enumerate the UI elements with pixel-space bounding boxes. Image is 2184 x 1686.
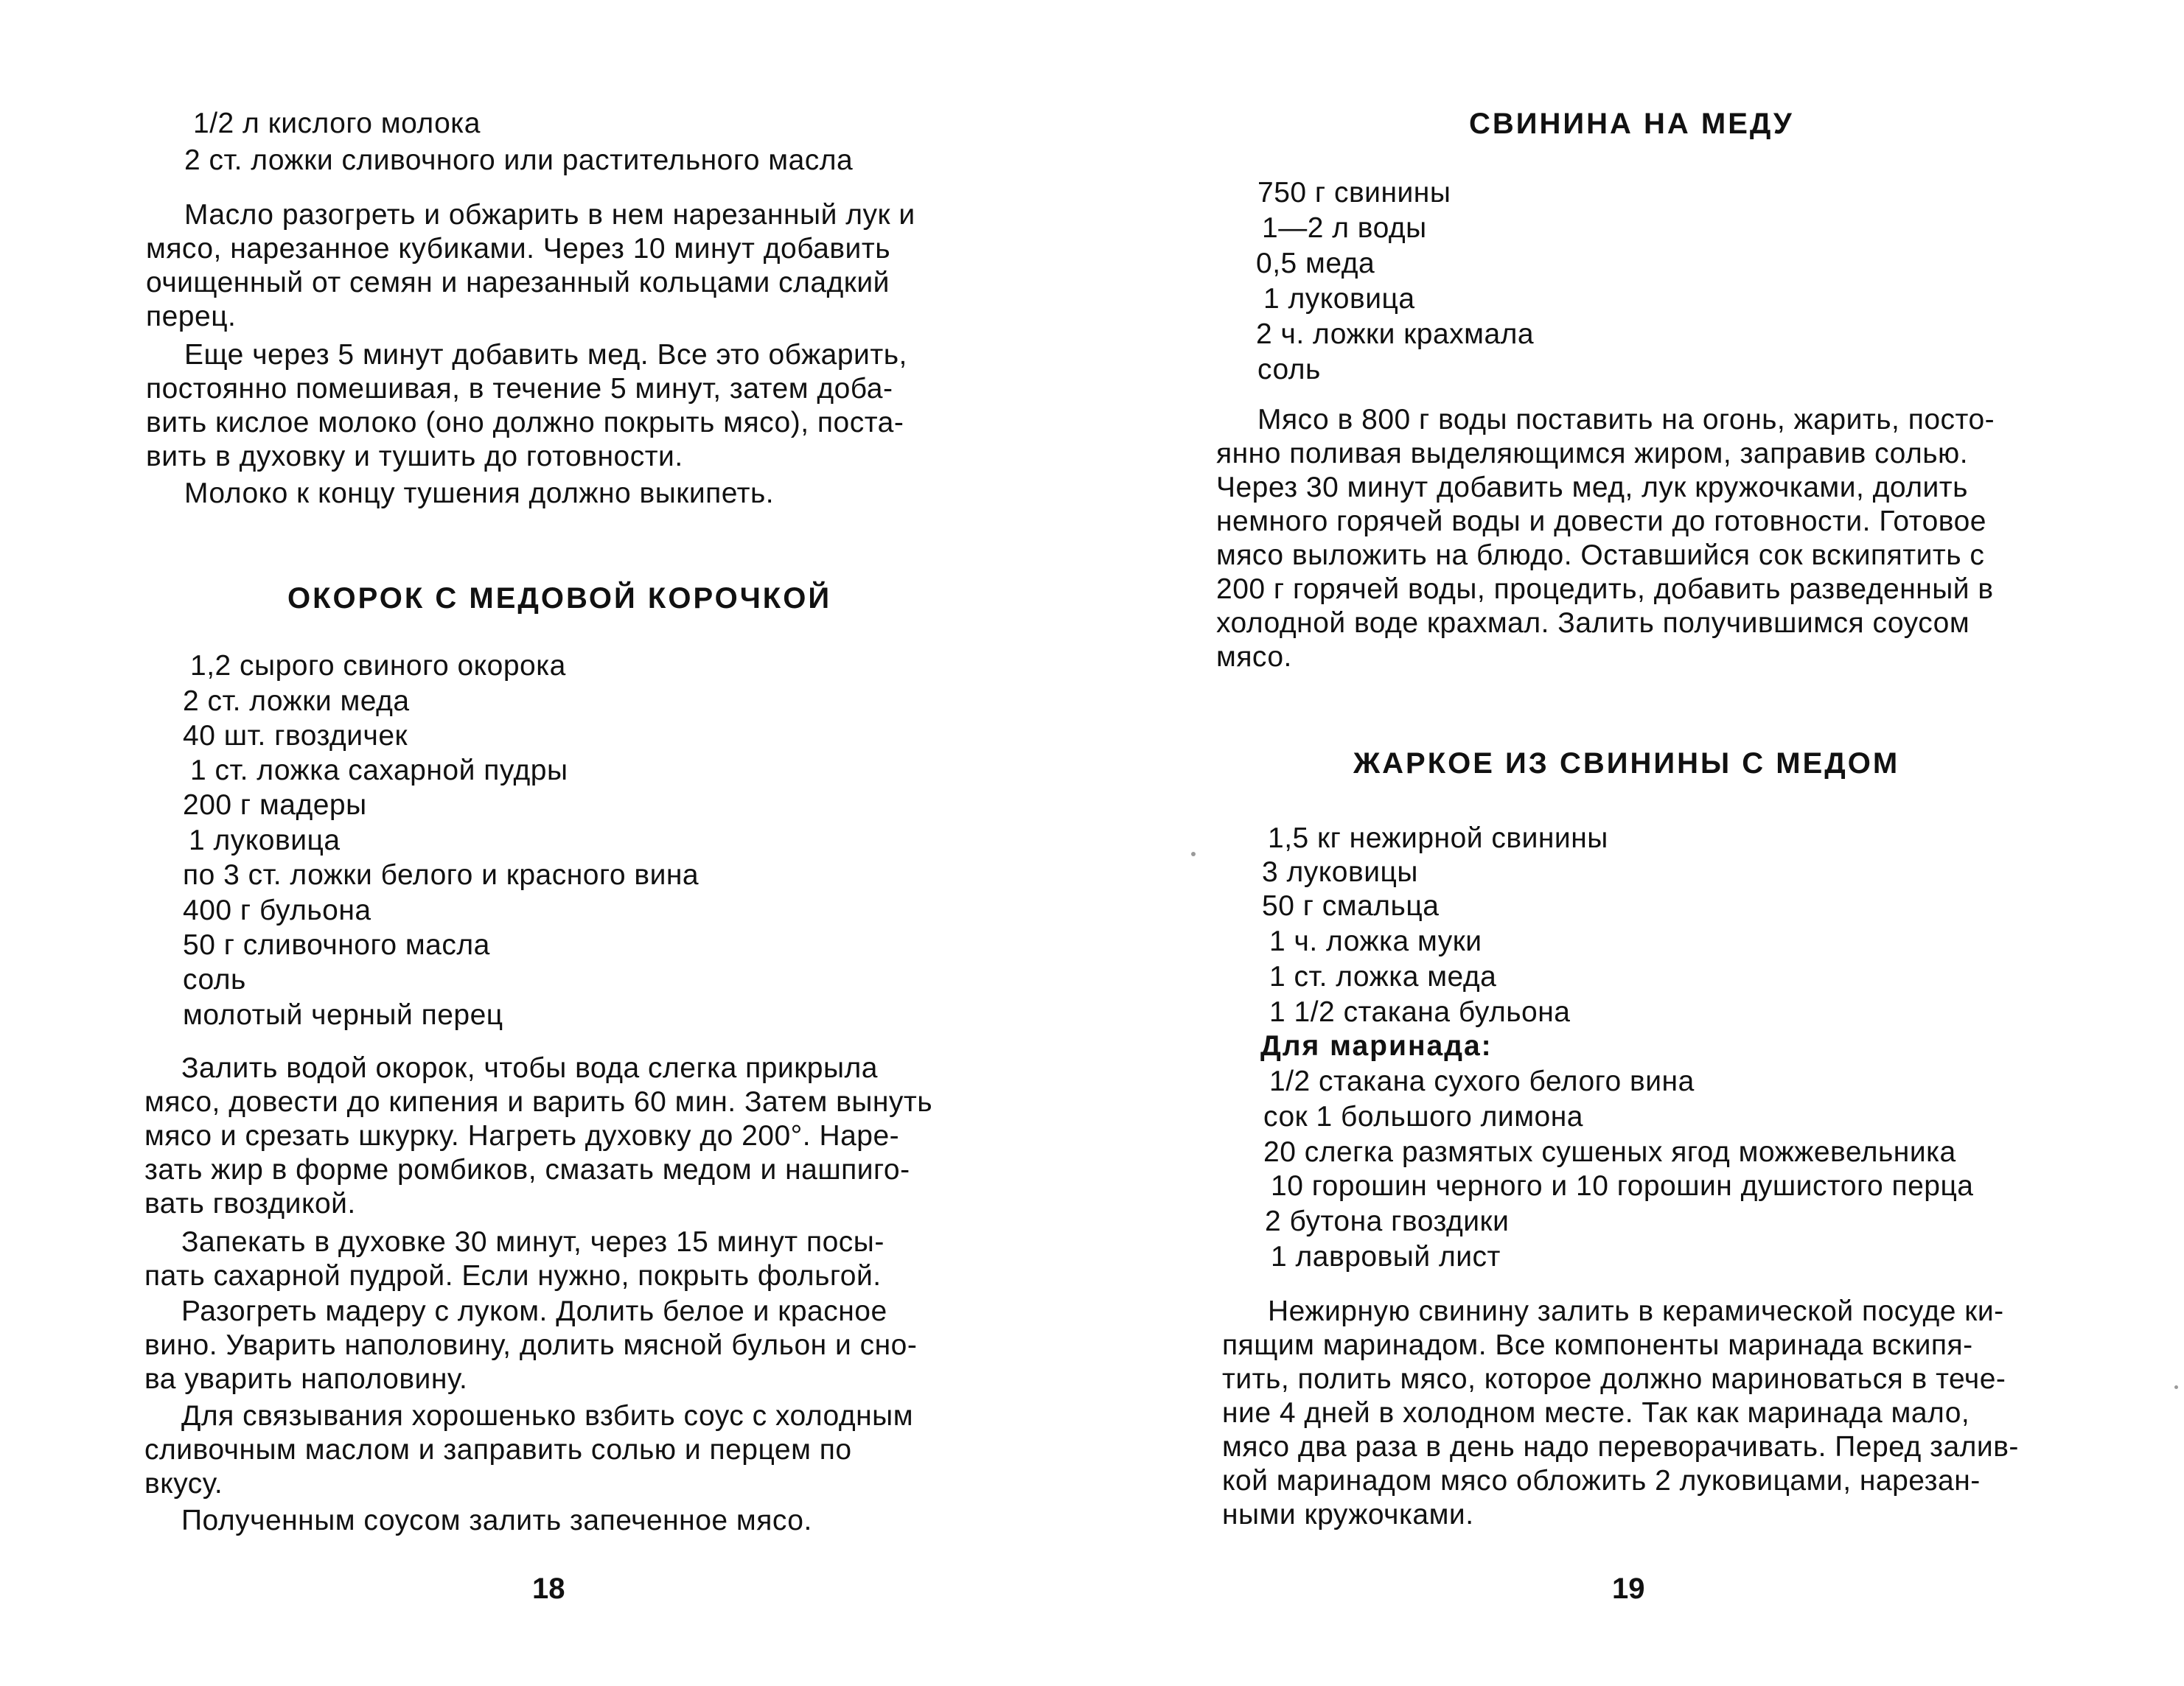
ingredient-line: 1 ч. ложка муки [1269, 926, 1482, 957]
ingredient-line: 2 ст. ложки сливочного или растительного масла [184, 144, 854, 176]
method-line: немного горячей воды и довести до готовности. Готовое [1216, 506, 1986, 537]
method-line: мясо выложить на блюдо. Оставшийся сок вскипятить с [1216, 539, 1985, 571]
method-line: вино. Уварить наполовину, долить мясной бульон и сно- [144, 1329, 918, 1361]
marinade-ingredient-line: 20 слегка размятых сушеных ягод можжевельника [1263, 1136, 1956, 1168]
method-line: кой маринадом мясо обложить 2 луковицами, нарезан- [1222, 1465, 1981, 1497]
ingredient-line: 750 г свинины [1257, 177, 1451, 209]
method-line: Мясо в 800 г воды поставить на огонь, жарить, посто- [1257, 404, 1995, 436]
method-line: Еще через 5 минут добавить мед. Все это обжарить, [184, 339, 907, 371]
ingredient-line: 50 г сливочного масла [183, 929, 490, 961]
method-line: вать гвоздикой. [144, 1188, 356, 1220]
method-line: сливочным маслом и заправить солью и перцем по [144, 1434, 852, 1466]
method-line: Молоко к концу тушения должно выкипеть. [184, 478, 775, 509]
method-line: пящим маринадом. Все компоненты маринада вскипя- [1222, 1329, 1973, 1361]
marinade-ingredient-line: 1/2 стакана сухого белого вина [1269, 1066, 1695, 1097]
method-line: вить в духовку и тушить до готовности. [146, 441, 683, 472]
method-line: постоянно помешивая, в течение 5 минут, затем доба- [146, 373, 893, 405]
ingredient-line: 2 ч. ложки крахмала [1256, 318, 1535, 350]
method-line: мясо. [1216, 641, 1292, 673]
method-line: ва уварить наполовину. [144, 1363, 468, 1395]
ingredient-line: 2 ст. ложки меда [183, 685, 410, 717]
page-number: 19 [1612, 1573, 1645, 1605]
right-page [1091, 0, 2184, 1686]
ingredient-line: 0,5 меда [1256, 248, 1375, 279]
method-line: мясо, довести до кипения и варить 60 мин. Затем вынуть [144, 1086, 933, 1118]
ingredient-line: 1,2 сырого свиного окорока [190, 650, 566, 682]
ingredient-line: 1 1/2 стакана бульона [1269, 996, 1571, 1028]
method-line: перец. [146, 301, 237, 332]
left-page [0, 0, 1091, 1686]
method-line: ние 4 дней в холодном месте. Так как маринада мало, [1222, 1397, 1970, 1429]
ingredient-line: 1 луковица [1263, 283, 1415, 315]
recipe-title: ОКОРОК С МЕДОВОЙ КОРОЧКОЙ [287, 582, 832, 615]
marinade-ingredient-line: 2 бутона гвоздики [1265, 1206, 1510, 1237]
marinade-ingredient-line: 1 лавровый лист [1271, 1241, 1501, 1273]
ingredient-line: по 3 ст. ложки белого и красного вина [183, 859, 699, 891]
ingredient-line: 1 ст. ложка сахарной пудры [190, 755, 568, 786]
method-line: Через 30 минут добавить мед, лук кружочками, долить [1216, 472, 1968, 503]
method-line: мясо, нарезанное кубиками. Через 10 минут добавить [146, 233, 891, 265]
method-line: Масло разогреть и обжарить в нем нарезанный лук и [184, 199, 915, 231]
ingredient-line: 200 г мадеры [183, 789, 367, 821]
recipe-title: СВИНИНА НА МЕДУ [1469, 108, 1794, 140]
ingredient-line: 1,5 кг нежирной свинины [1268, 822, 1608, 854]
method-line: холодной воде крахмал. Залить получившимся соусом [1216, 607, 1970, 639]
method-line: янно поливая выделяющимся жиром, заправив солью. [1216, 438, 1969, 469]
recipe-title: ЖАРКОЕ ИЗ СВИНИНЫ С МЕДОМ [1353, 747, 1900, 780]
ingredient-line: соль [1257, 354, 1321, 385]
marinade-label: Для маринада: [1260, 1030, 1493, 1062]
ingredient-line: 400 г бульона [183, 895, 371, 926]
page-number: 18 [532, 1573, 565, 1605]
method-line: вкусу. [144, 1468, 223, 1500]
method-line: мясо два раза в день надо переворачивать. Перед залив- [1222, 1431, 2019, 1463]
method-line: Залить водой окорок, чтобы вода слегка прикрыла [181, 1052, 878, 1084]
ingredient-line: 50 г смальца [1262, 890, 1440, 922]
method-line: Полученным соусом залить запеченное мясо. [181, 1505, 812, 1536]
method-line: зать жир в форме ромбиков, смазать медом и нашпиго- [144, 1154, 910, 1186]
method-line: 200 г горячей воды, процедить, добавить разведенный в [1216, 573, 1994, 605]
method-line: вить кислое молоко (оно должно покрыть мясо), поста- [146, 407, 904, 438]
method-line: очищенный от семян и нарезанный кольцами сладкий [146, 267, 890, 298]
ingredient-line: 3 луковицы [1262, 856, 1418, 888]
method-line: Нежирную свинину залить в керамической посуде ки- [1268, 1295, 2004, 1327]
method-line: ными кружочками. [1222, 1499, 1474, 1531]
marinade-ingredient-line: 10 горошин черного и 10 горошин душистого перца [1271, 1170, 1974, 1202]
ingredient-line: 1 ст. ложка меда [1269, 961, 1497, 993]
method-line: пать сахарной пудрой. Если нужно, покрыть фольгой. [144, 1260, 882, 1292]
ingredient-line: молотый черный перец [183, 999, 503, 1031]
method-line: мясо и срезать шкурку. Нагреть духовку до 200°. Наре- [144, 1120, 900, 1152]
ingredient-line: 1 луковица [189, 825, 341, 856]
scan-speck [2174, 1385, 2178, 1389]
ingredient-line: 1—2 л воды [1262, 212, 1427, 244]
ingredient-line: 1/2 л кислого молока [193, 108, 481, 139]
scan-speck [1191, 852, 1196, 856]
ingredient-line: 40 шт. гвоздичек [183, 720, 408, 752]
method-line: Для связывания хорошенько взбить соус с холодным [181, 1400, 914, 1432]
ingredient-line: соль [183, 964, 246, 996]
method-line: Запекать в духовке 30 минут, через 15 минут посы- [181, 1226, 885, 1258]
method-line: тить, полить мясо, которое должно мариноваться в тече- [1222, 1363, 2006, 1395]
marinade-ingredient-line: сок 1 большого лимона [1263, 1101, 1583, 1133]
method-line: Разогреть мадеру с луком. Долить белое и красное [181, 1295, 887, 1327]
